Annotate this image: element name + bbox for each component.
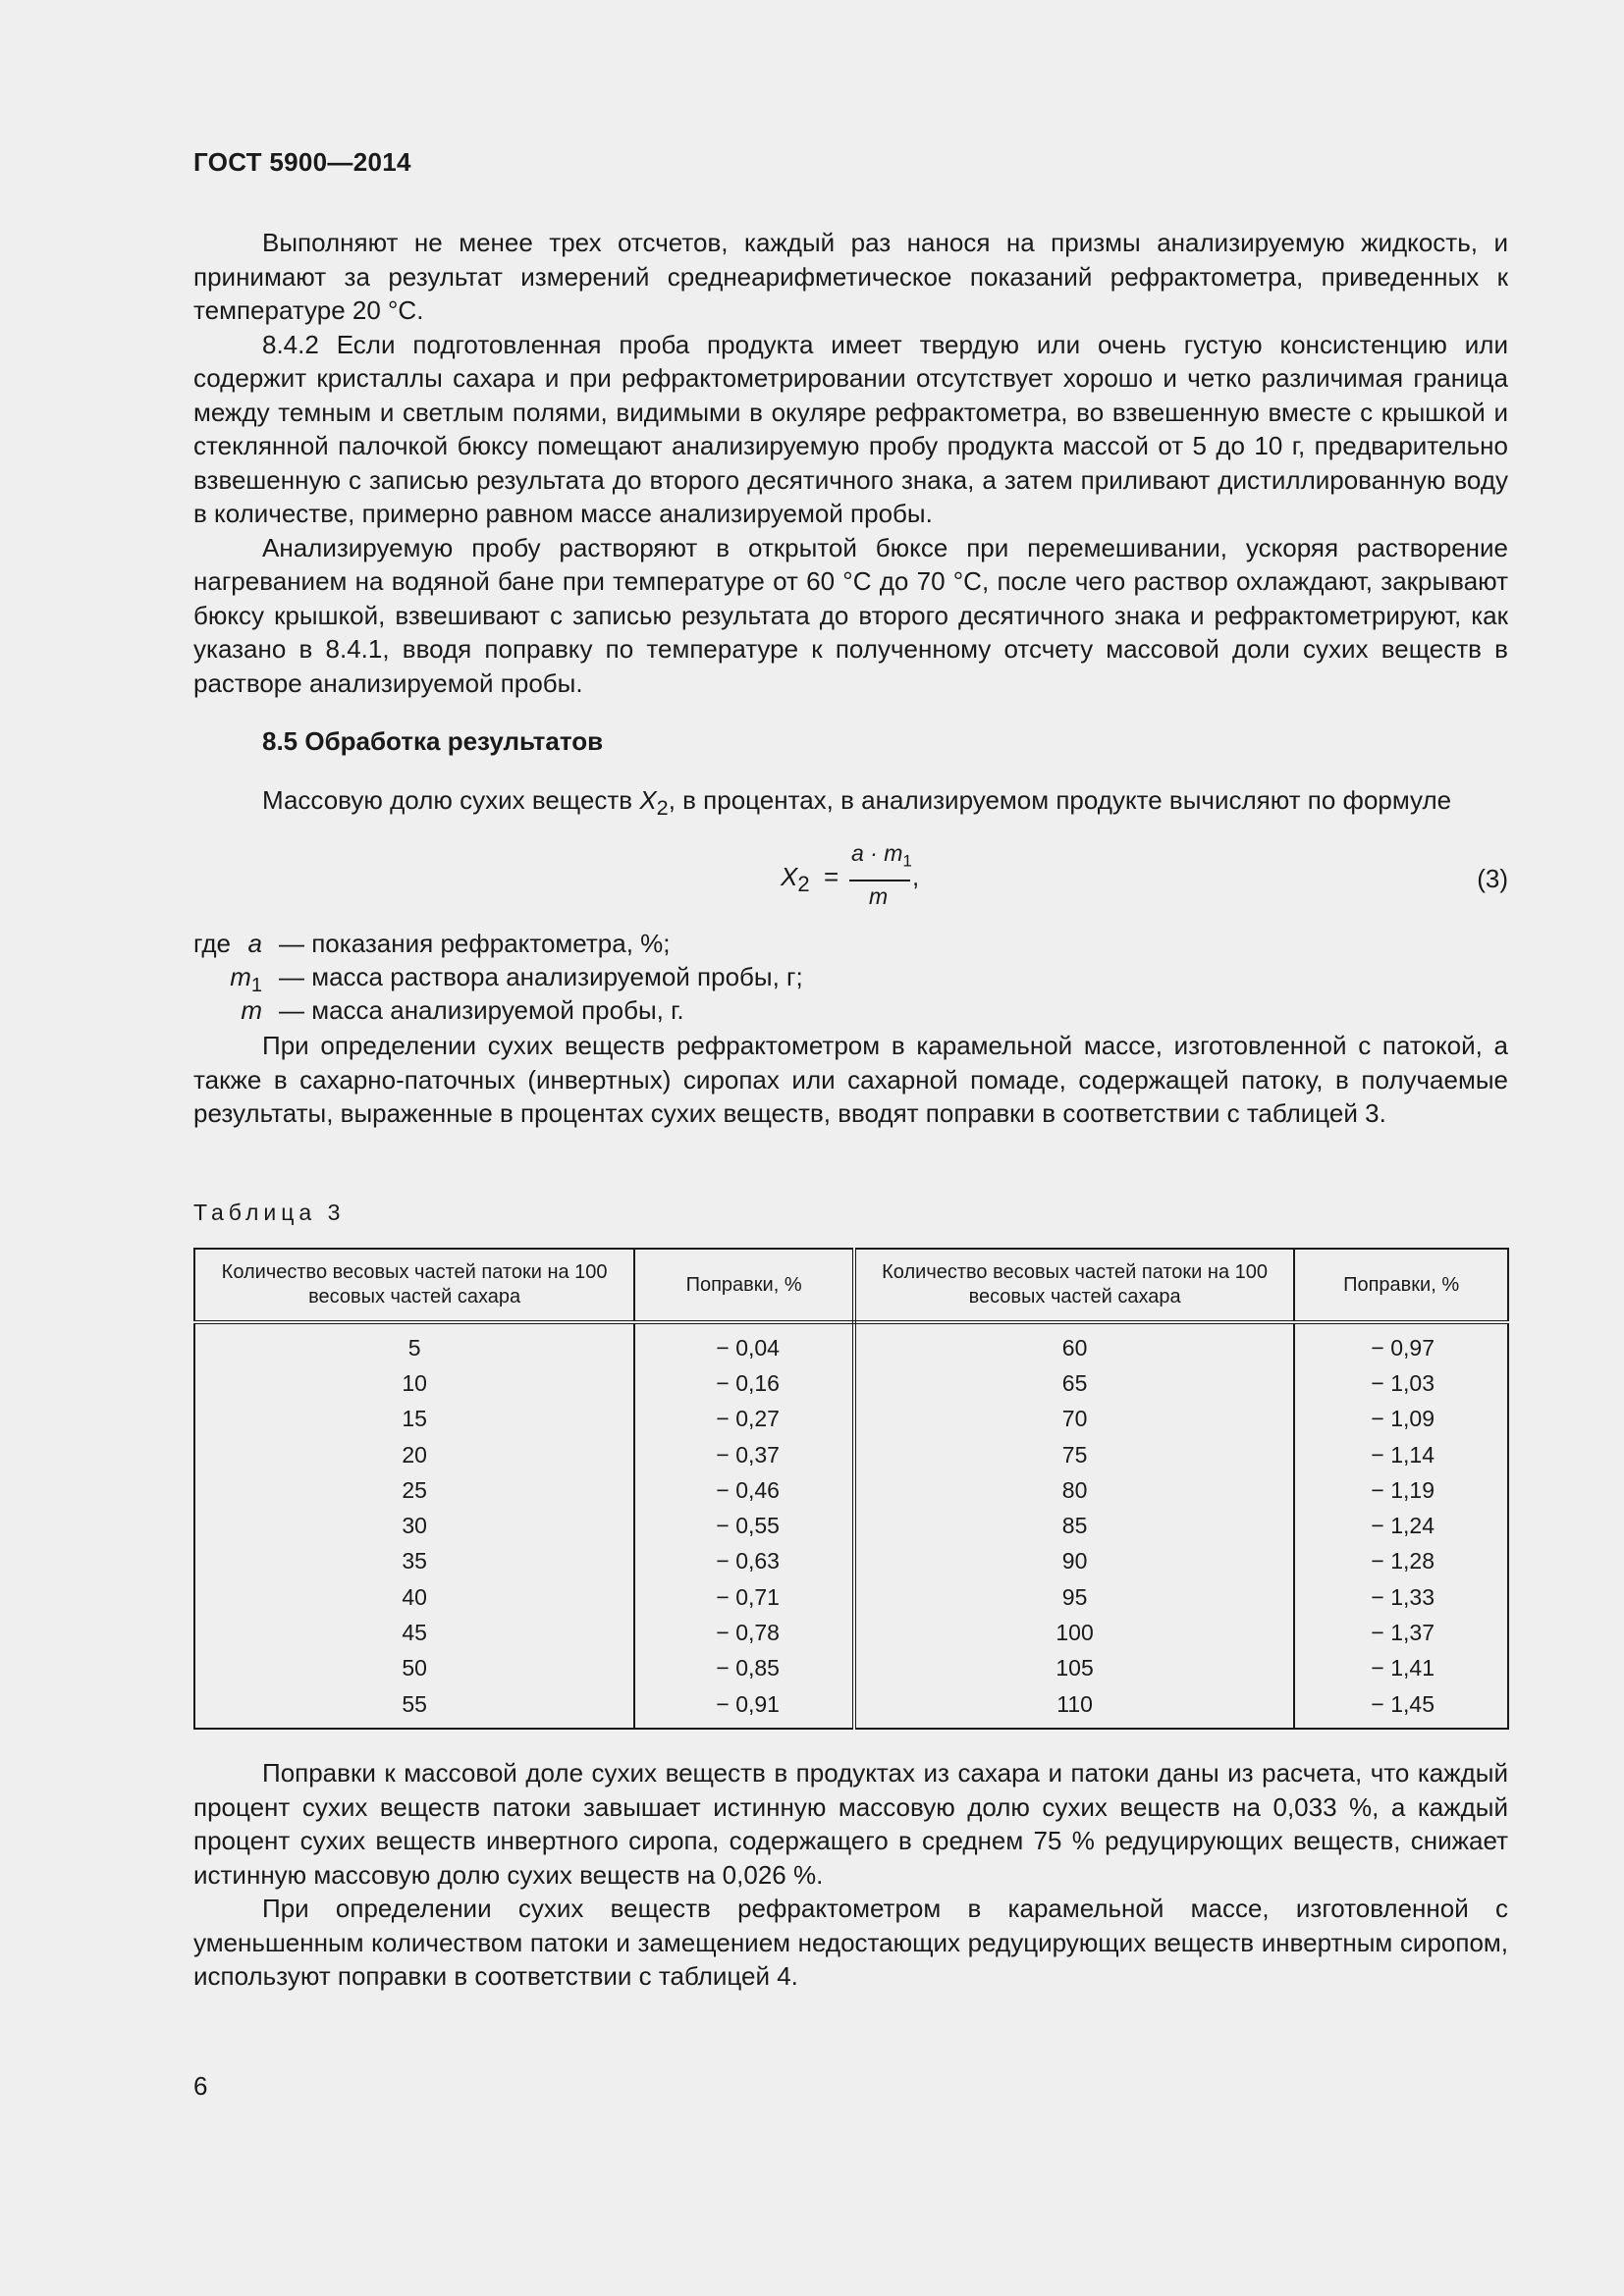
paragraph: Выполняют не менее трех отсчетов, каждый раз нанося на призмы анализируемую жидкость, и принимают за результат измерений среднеарифметическое показаний рефрактометра, приведенных к температуре 20 °С.: [193, 228, 1508, 325]
table-cell: − 1,41: [1294, 1651, 1508, 1686]
table-cell: − 1,14: [1294, 1437, 1508, 1472]
paragraph: При определении сухих веществ рефрактометром в карамельной массе, изготовленной с патокой, а также в сахарно-паточных (инвертных) сиропах или сахарной помаде, содержащей патоку, в получаемые результаты, выраженные в процентах сухих веществ, вводят поправки в соответствии с таблицей 3.: [193, 1031, 1508, 1128]
text-block-corrections-intro: [193, 1029, 1508, 1131]
table-row: [194, 1651, 1508, 1686]
table-cell: 55: [194, 1686, 634, 1729]
table-cell: − 1,28: [1294, 1544, 1508, 1579]
table-cell: 70: [854, 1402, 1294, 1437]
table-header-row: [194, 1249, 1508, 1322]
table-row: [194, 1579, 1508, 1615]
table-row: [194, 1686, 1508, 1729]
table-cell: − 0,46: [634, 1472, 854, 1508]
table-cell: 90: [854, 1544, 1294, 1579]
intro-text: Массовую долю сухих веществ: [262, 785, 640, 815]
text-block-conclusion: [193, 1756, 1508, 1994]
table-cell: 40: [194, 1579, 634, 1615]
where-lead: где: [193, 929, 231, 958]
table-header-cell: Количество весовых частей патоки на 100 весовых частей сахара: [194, 1249, 634, 1322]
table-row: [194, 1402, 1508, 1437]
table-cell: 50: [194, 1651, 634, 1686]
table-3: [193, 1248, 1509, 1730]
table-cell: − 0,78: [634, 1615, 854, 1650]
table-cell: 30: [194, 1508, 634, 1543]
table-cell: 80: [854, 1472, 1294, 1508]
table-cell: − 0,85: [634, 1651, 854, 1686]
where-symbol: $m_1$: [230, 962, 262, 997]
table-cell: 75: [854, 1437, 1294, 1472]
table-cell: − 0,91: [634, 1686, 854, 1729]
table-cell: − 0,04: [634, 1322, 854, 1365]
table-cell: − 1,37: [1294, 1615, 1508, 1650]
table-cell: − 0,63: [634, 1544, 854, 1579]
formula-number: (3): [1477, 864, 1508, 893]
table-cell: − 0,37: [634, 1437, 854, 1472]
paragraph: При определении сухих веществ рефрактометром в карамельной массе, изготовленной с уменьшенным количеством патоки и замещением недостающих редуцирующих веществ инвертным сиропом, используют поправки в соответствии с таблицей 4.: [193, 1894, 1508, 1991]
table-cell: 10: [194, 1365, 634, 1401]
paragraph: Анализируемую пробу растворяют в открытой бюксе при перемешивании, ускоряя растворение нагреванием на водяной бане при температуре от 60 °С до 70 °С, после чего раствор охлаждают, закрывают бюксу крышкой, взвешивают с записью результата до второго десятичного знака и рефрактометрируют, как указано в 8.4.1, вводя поправку по температуре к полученному отсчету массовой доли сухих веществ в растворе анализируемой пробы.: [193, 532, 1508, 698]
table-cell: − 0,27: [634, 1402, 854, 1437]
table-cell: 5: [194, 1322, 634, 1365]
where-description: — масса раствора анализируемой пробы, г;: [279, 962, 803, 991]
table-cell: − 1,03: [1294, 1365, 1508, 1401]
paragraph: 8.4.2 Если подготовленная проба продукта имеет твердую или очень густую консистенцию или содержит кристаллы сахара и при рефрактометрировании отсутствует хорошо и четко различимая граница между темным и светлым полями, видимыми в окуляре рефрактометра, во взвешенную вместе с крышкой и стеклянной палочкой бюксу помещают анализируемую пробу продукта массой от 5 до 10 г, предварительно взвешенную с записью результата до второго десятичного знака, а затем приливают дистиллированную воду в количестве, примерно равном массе анализируемой пробы.: [193, 329, 1508, 528]
page-number: 6: [193, 2071, 208, 2101]
intro-variable-subscript: 2: [656, 795, 669, 821]
table-cell: − 0,16: [634, 1365, 854, 1401]
table-cell: 60: [854, 1322, 1294, 1365]
where-description: — масса анализируемой пробы, г.: [279, 995, 684, 1025]
table-cell: 65: [854, 1365, 1294, 1401]
table-cell: 25: [194, 1472, 634, 1508]
paragraph: Поправки к массовой доле сухих веществ в продуктах из сахара и патоки даны из расчета, что каждый процент сухих веществ патоки завышает истинную массовую долю сухих веществ на 0,033 %, а каждый процент сухих веществ инвертного сиропа, содержащего в среднем 75 % редуцирующих веществ, снижает истинную массовую долю сухих веществ на 0,026 %.: [193, 1758, 1508, 1890]
table-row: [194, 1615, 1508, 1650]
intro-text-end: , в процентах, в анализируемом продукте вычисляют по формуле: [668, 785, 1452, 815]
formula-comma: ,: [912, 862, 920, 891]
table-row: [194, 1437, 1508, 1472]
table-cell: 35: [194, 1544, 634, 1579]
table-cell: 95: [854, 1579, 1294, 1615]
where-description: — показания рефрактометра, %;: [279, 929, 671, 958]
where-symbol: a: [247, 929, 262, 958]
table-cell: 110: [854, 1686, 1294, 1729]
where-symbol: m: [241, 995, 262, 1025]
formula-equals: =: [824, 862, 839, 891]
text-block-measurement: [193, 226, 1508, 700]
table-cell: 100: [854, 1615, 1294, 1650]
document-header: ГОСТ 5900—2014: [193, 147, 411, 177]
formula-lhs: $X_2$: [781, 862, 810, 897]
table-header-cell: Поправки, %: [634, 1249, 854, 1322]
table-cell: − 1,33: [1294, 1579, 1508, 1615]
table-header-cell: Поправки, %: [1294, 1249, 1508, 1322]
table-cell: − 0,71: [634, 1579, 854, 1615]
intro-variable: X: [639, 785, 657, 815]
table-cell: 85: [854, 1508, 1294, 1543]
formula-3: [781, 840, 938, 915]
table-cell: − 1,19: [1294, 1472, 1508, 1508]
section-title: 8.5 Обработка результатов: [262, 726, 604, 756]
table-cell: 105: [854, 1651, 1294, 1686]
table-cell: − 1,09: [1294, 1402, 1508, 1437]
formula-numerator: $a \cdot m_1$: [851, 840, 912, 871]
table-cell: − 0,55: [634, 1508, 854, 1543]
table-cell: − 0,97: [1294, 1322, 1508, 1365]
table-header-cell: Количество весовых частей патоки на 100 весовых частей сахара: [854, 1249, 1294, 1322]
table-row: [194, 1365, 1508, 1401]
table-cell: 15: [194, 1402, 634, 1437]
table-row: [194, 1544, 1508, 1579]
table-cell: − 1,45: [1294, 1686, 1508, 1729]
table-body: [194, 1322, 1508, 1729]
table-caption: Таблица 3: [193, 1200, 346, 1225]
table-cell: 20: [194, 1437, 634, 1472]
formula-denominator: m: [869, 883, 889, 909]
table-row: [194, 1472, 1508, 1508]
table-row: [194, 1322, 1508, 1365]
table-cell: − 1,24: [1294, 1508, 1508, 1543]
formula-intro: [262, 785, 1451, 821]
fraction-bar: [849, 880, 910, 881]
table-row: [194, 1508, 1508, 1543]
table-cell: 45: [194, 1615, 634, 1650]
